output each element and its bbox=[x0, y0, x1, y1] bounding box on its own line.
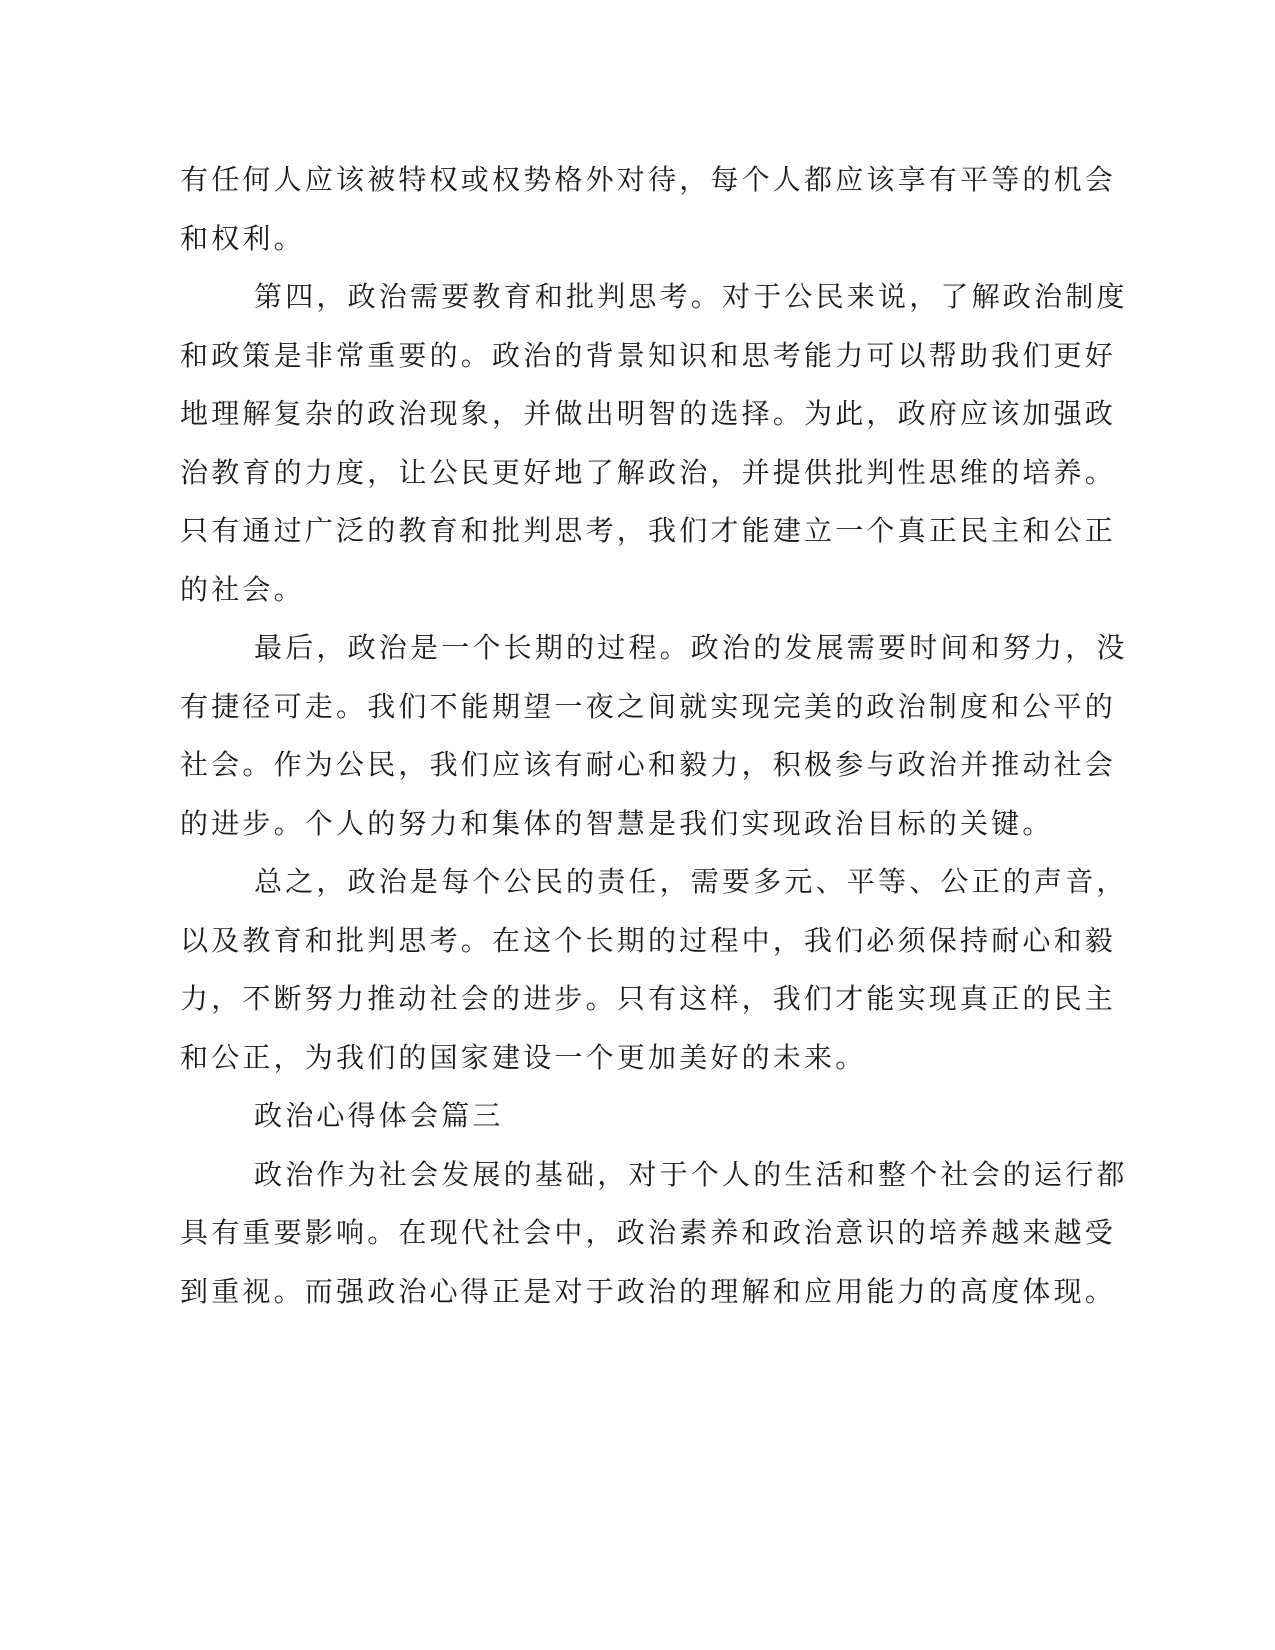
text-line: 社会。作为公民，我们应该有耐心和毅力，积极参与政治并推动社会 bbox=[180, 748, 1117, 781]
text-line: 具有重要影响。在现代社会中，政治素养和政治意识的培养越来越受 bbox=[180, 1216, 1117, 1249]
text-line: 的进步。个人的努力和集体的智慧是我们实现政治目标的关键。 bbox=[180, 807, 1054, 840]
text-line: 治教育的力度，让公民更好地了解政治，并提供批判性思维的培养。 bbox=[180, 456, 1117, 489]
text-line: 和权利。 bbox=[180, 222, 305, 255]
text-line: 和政策是非常重要的。政治的背景知识和思考能力可以帮助我们更好 bbox=[180, 339, 1117, 372]
paragraph-start-line: 最后，政治是一个长期的过程。政治的发展需要时间和努力，没 bbox=[254, 631, 1128, 664]
text-line: 到重视。而强政治心得正是对于政治的理解和应用能力的高度体现。 bbox=[180, 1275, 1117, 1308]
section-heading: 政治心得体会篇三 bbox=[254, 1099, 504, 1132]
text-line: 地理解复杂的政治现象，并做出明智的选择。为此，政府应该加强政 bbox=[180, 397, 1117, 430]
text-line: 只有通过广泛的教育和批判思考，我们才能建立一个真正民主和公正 bbox=[180, 514, 1117, 547]
text-line: 力，不断努力推动社会的进步。只有这样，我们才能实现真正的民主 bbox=[180, 982, 1117, 1015]
text-line: 以及教育和批判思考。在这个长期的过程中，我们必须保持耐心和毅 bbox=[180, 924, 1117, 957]
paragraph-start-line: 第四，政治需要教育和批判思考。对于公民来说，了解政治制度 bbox=[254, 280, 1128, 313]
paragraph-start-line: 总之，政治是每个公民的责任，需要多元、平等、公正的声音， bbox=[254, 865, 1128, 898]
text-line: 的社会。 bbox=[180, 573, 305, 606]
text-line: 和公正，为我们的国家建设一个更加美好的未来。 bbox=[180, 1041, 867, 1074]
text-line: 有捷径可走。我们不能期望一夜之间就实现完美的政治制度和公平的 bbox=[180, 690, 1117, 723]
paragraph-start-line: 政治作为社会发展的基础，对于个人的生活和整个社会的运行都 bbox=[254, 1158, 1128, 1191]
text-line: 有任何人应该被特权或权势格外对待，每个人都应该享有平等的机会 bbox=[180, 163, 1117, 196]
